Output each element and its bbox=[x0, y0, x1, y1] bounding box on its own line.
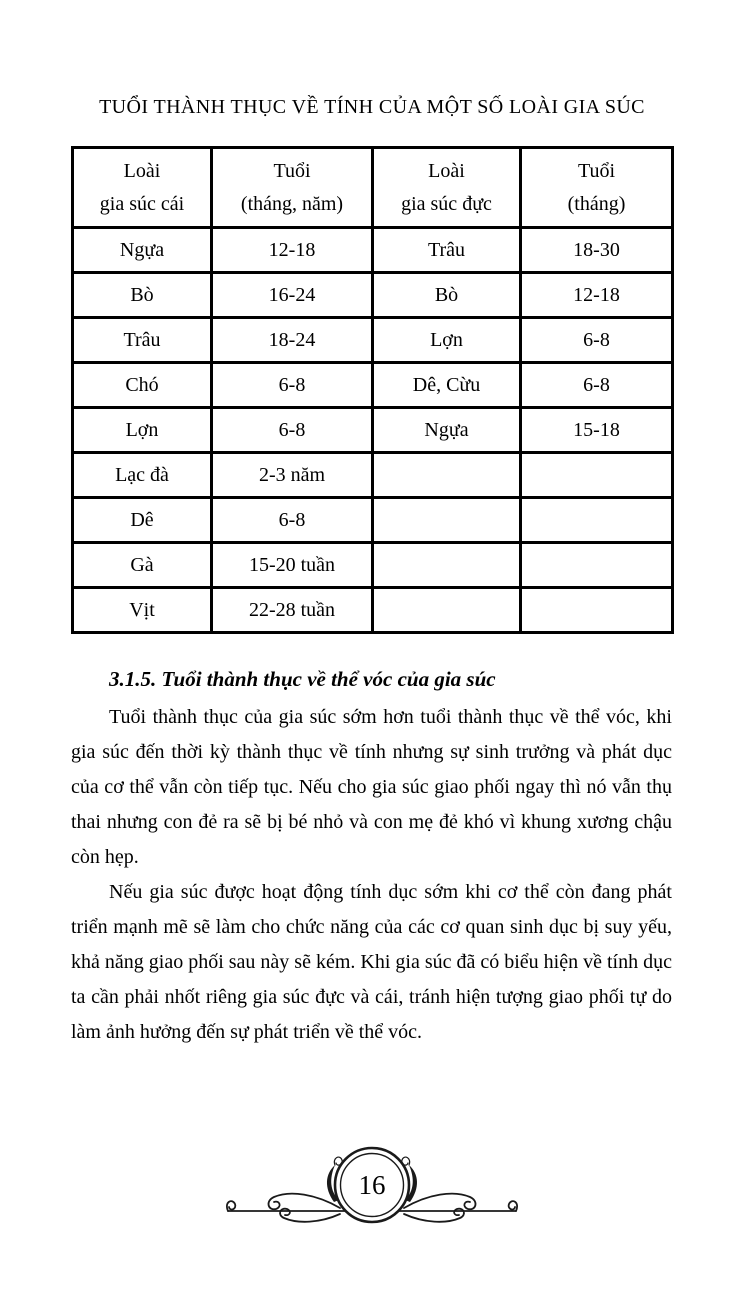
table-cell: 6-8 bbox=[521, 363, 673, 408]
table-row bbox=[73, 588, 673, 633]
column-header bbox=[373, 148, 521, 228]
table-cell: 15-18 bbox=[521, 408, 673, 453]
table-cell: Lợn bbox=[373, 318, 521, 363]
table-cell: 22-28 tuần bbox=[212, 588, 373, 633]
column-header-line: Loài bbox=[123, 159, 161, 182]
column-header-line: (tháng, năm) bbox=[240, 192, 344, 215]
table-cell: 6-8 bbox=[521, 318, 673, 363]
table-cell: Trâu bbox=[73, 318, 212, 363]
column-header bbox=[212, 148, 373, 228]
table-cell: Gà bbox=[73, 543, 212, 588]
maturity-table-head bbox=[73, 148, 673, 228]
table-row bbox=[73, 408, 673, 453]
maturity-table bbox=[71, 146, 674, 634]
paragraph-2: Nếu gia súc được hoạt động tính dục sớm khi cơ thể còn đang phát triển mạnh mẽ sẽ làm cho chức năng của các cơ quan sinh dục bị suy yếu, khả năng giao phối sau này sẽ kém. Khi gia súc đã có biểu hiện về tính dục ta cần phải nhốt riêng gia súc đực và cái, tránh hiện tượng giao phối tự do làm ảnh hưởng đến sự phát triển về thể vóc. bbox=[71, 881, 672, 1043]
table-cell bbox=[373, 498, 521, 543]
column-header bbox=[521, 148, 673, 228]
page-footer bbox=[0, 1138, 744, 1243]
table-cell bbox=[521, 453, 673, 498]
section-heading: 3.1.5. Tuổi thành thục về thể vóc của gia súc bbox=[109, 667, 496, 691]
page-title: TUỔI THÀNH THỤC VỀ TÍNH CỦA MỘT SỐ LOÀI GIA SÚC bbox=[99, 96, 645, 118]
table-cell: 16-24 bbox=[212, 273, 373, 318]
column-header-line: gia súc đực bbox=[401, 192, 492, 215]
table-cell: 6-8 bbox=[212, 363, 373, 408]
table-cell: 15-20 tuần bbox=[212, 543, 373, 588]
body-text bbox=[71, 700, 672, 1050]
table-cell: 6-8 bbox=[212, 408, 373, 453]
table-cell: Ngựa bbox=[373, 408, 521, 453]
table-cell: 6-8 bbox=[212, 498, 373, 543]
table-cell: 18-30 bbox=[521, 228, 673, 273]
column-header-line: gia súc cái bbox=[99, 192, 185, 215]
table-cell: 2-3 năm bbox=[212, 453, 373, 498]
table-cell: 12-18 bbox=[521, 273, 673, 318]
table-row bbox=[73, 273, 673, 318]
table-row bbox=[73, 318, 673, 363]
table-row bbox=[73, 498, 673, 543]
table-row bbox=[73, 453, 673, 498]
table-cell bbox=[373, 543, 521, 588]
table-cell: Bò bbox=[373, 273, 521, 318]
table-cell: Vịt bbox=[73, 588, 212, 633]
table-cell bbox=[373, 453, 521, 498]
column-header bbox=[73, 148, 212, 228]
column-header-line: Tuổi bbox=[273, 159, 311, 182]
table-cell: 12-18 bbox=[212, 228, 373, 273]
table-cell: Chó bbox=[73, 363, 212, 408]
table-cell: 18-24 bbox=[212, 318, 373, 363]
column-header-line: Tuổi bbox=[577, 159, 616, 182]
column-header-line: (tháng) bbox=[567, 192, 626, 215]
paragraph-1: Tuổi thành thục của gia súc sớm hơn tuổi thành thục về thể vóc, khi gia súc đến thời kỳ thành thục về tính nhưng sự sinh trưởng và phát dục của cơ thể vẫn còn tiếp tục. Nếu cho gia súc giao phối ngay thì nó vẫn thụ thai nhưng con đẻ ra sẽ bị bé nhỏ và con mẹ đẻ khó vì khung xương chậu còn hẹp. bbox=[71, 706, 672, 868]
flourish-ornament-icon bbox=[222, 1138, 522, 1243]
page-number: 16 bbox=[358, 1170, 386, 1200]
column-header-line: Loài bbox=[428, 159, 465, 182]
maturity-table-header-row bbox=[73, 148, 673, 228]
table-cell bbox=[521, 543, 673, 588]
table-cell: Dê, Cừu bbox=[373, 363, 521, 408]
table-cell: Ngựa bbox=[73, 228, 212, 273]
table-row bbox=[73, 543, 673, 588]
table-row bbox=[73, 228, 673, 273]
table-cell: Dê bbox=[73, 498, 212, 543]
table-cell bbox=[521, 588, 673, 633]
table-cell: Lợn bbox=[73, 408, 212, 453]
table-cell: Lạc đà bbox=[73, 453, 212, 498]
maturity-table-body bbox=[73, 228, 673, 633]
table-cell: Bò bbox=[73, 273, 212, 318]
table-row bbox=[73, 363, 673, 408]
table-cell: Trâu bbox=[373, 228, 521, 273]
table-cell bbox=[521, 498, 673, 543]
table-cell bbox=[373, 588, 521, 633]
